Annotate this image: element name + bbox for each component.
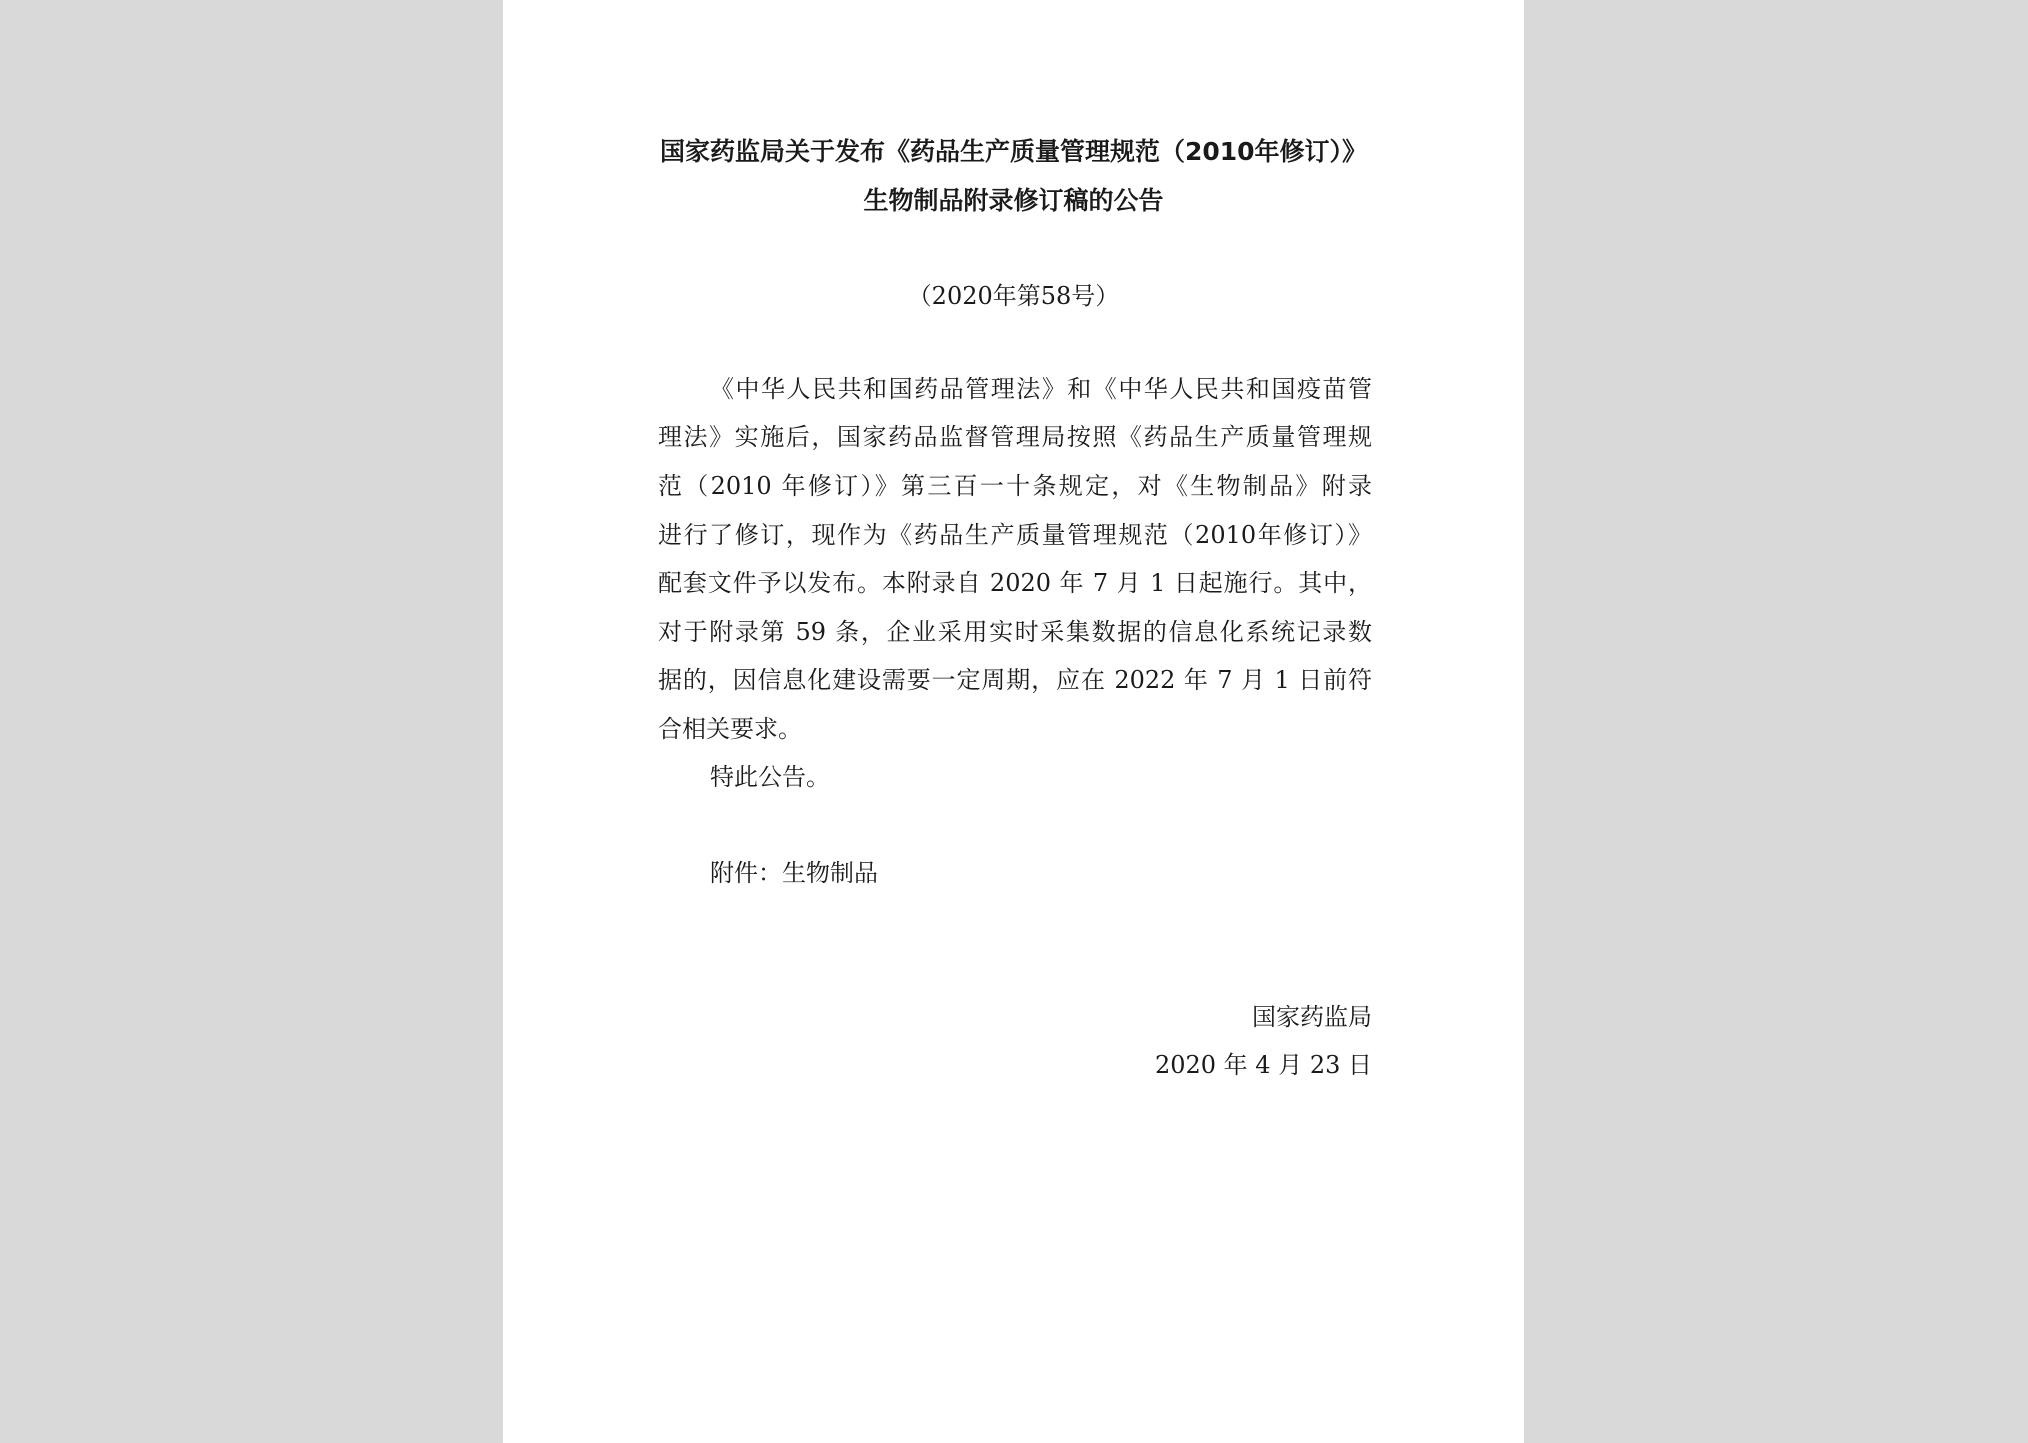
body-line: 进行了修订，现作为《药品生产质量管理规范（2010年修订）》 <box>658 521 1372 549</box>
issuer-signature: 国家药监局 <box>1252 1003 1372 1031</box>
body-line: 理法》实施后，国家药品监督管理局按照《药品生产质量管理规 <box>658 423 1372 451</box>
document-number: （2020年第58号） <box>907 282 1120 310</box>
document-title-line-1: 国家药监局关于发布《药品生产质量管理规范（2010年修订）》 <box>659 137 1368 166</box>
attachment-label: 附件：生物制品 <box>710 859 878 887</box>
closing-statement: 特此公告。 <box>710 763 830 791</box>
body-line: 据的，因信息化建设需要一定周期，应在 2022 年 7 月 1 日前符 <box>658 666 1372 694</box>
body-line: 《中华人民共和国药品管理法》和《中华人民共和国疫苗管 <box>710 375 1372 403</box>
body-line: 合相关要求。 <box>658 715 802 743</box>
body-line: 配套文件予以发布。本附录自 2020 年 7 月 1 日起施行。其中， <box>658 569 1372 597</box>
document-title-line-2: 生物制品附录修订稿的公告 <box>863 186 1164 215</box>
document-page <box>503 0 1524 1443</box>
body-line: 对于附录第 59 条，企业采用实时采集数据的信息化系统记录数 <box>658 618 1372 646</box>
body-line: 范（2010 年修订）》第三百一十条规定，对《生物制品》附录 <box>658 472 1372 500</box>
issue-date: 2020 年 4 月 23 日 <box>1154 1051 1372 1079</box>
